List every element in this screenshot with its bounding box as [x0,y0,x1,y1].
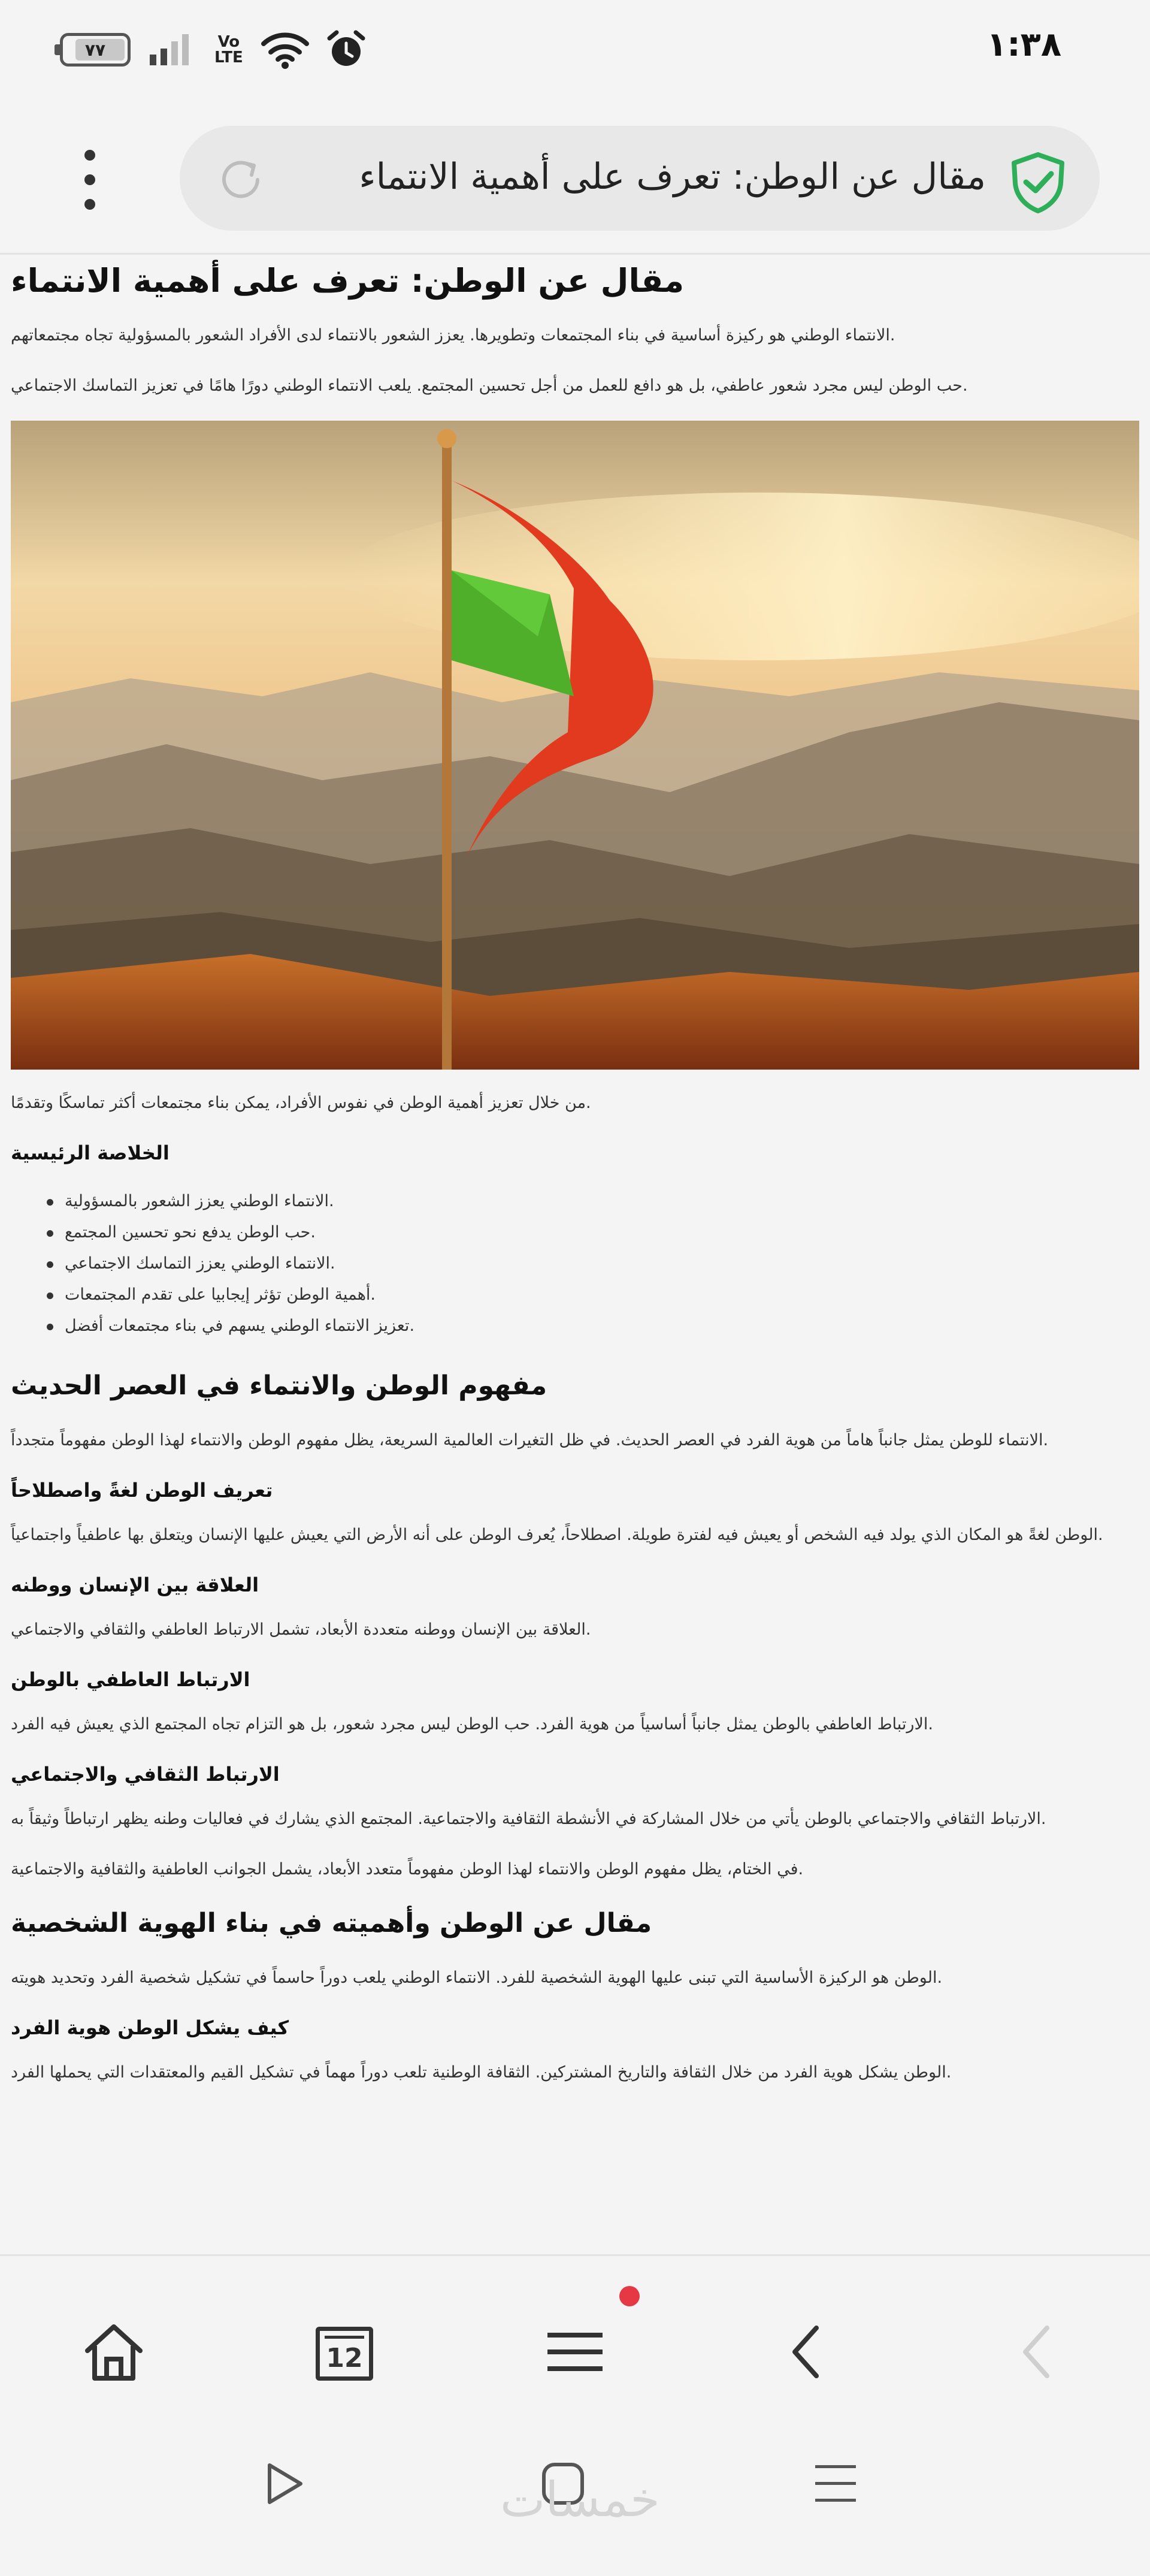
tab-count: 12 [326,2342,363,2373]
watermark: خمسات [500,2472,660,2527]
subheading: الارتباط الثقافي والاجتماعي [11,1763,280,1786]
subheading: كيف يشكل الوطن هوية الفرد [11,2016,289,2039]
three-lines-icon [813,2463,858,2505]
shield-check-icon[interactable] [1009,151,1067,213]
chevron-left-icon [788,2322,824,2382]
subheading: الارتباط العاطفي بالوطن [11,1668,250,1691]
forward-button[interactable] [1000,2316,1072,2388]
status-bar [0,0,1150,102]
paragraph: .الانتماء الوطني هو ركيزة أساسية في بناء المجتمعات وتطويرها. يعزز الشعور بالانتماء لدى الأفراد الشعور بالمسؤولية تجاه مجتمعاتهم [11,326,895,345]
tabs-icon [316,2327,373,2381]
volte-indicator: Vo LTE [214,33,243,67]
paragraph: .حب الوطن ليس مجرد شعور عاطفي، بل هو دافع للعمل من أجل تحسين المجتمع. يلعب الانتماء الوطني دورًا هامًا في تعزيز التماسك الاجتماعي [11,376,968,395]
page-title: مقال عن الوطن: تعرف على أهمية الانتماء [11,262,685,300]
reload-icon[interactable] [216,155,266,205]
list-item: .الانتماء الوطني يعزز التماسك الاجتماعي [11,1248,1139,1279]
paragraph: .العلاقة بين الإنسان ووطنه متعددة الأبعاد، تشمل الارتباط العاطفي والثقافي والاجتماعي [11,1620,591,1639]
home-button[interactable] [78,2316,150,2388]
list-item: .الانتماء الوطني يعزز الشعور بالمسؤولية [11,1186,1139,1217]
paragraph: .من خلال تعزيز أهمية الوطن في نفوس الأفراد، يمكن بناء مجتمعات أكثر تماسكًا وتقدمًا [11,1094,591,1112]
hamburger-icon [545,2328,605,2376]
list-item: .حب الوطن يدفع نحو تحسين المجتمع [11,1217,1139,1248]
battery-icon [60,33,131,67]
summary-heading: الخلاصة الرئيسية [11,1141,170,1164]
subheading: تعريف الوطن لغةً واصطلاحاً [11,1479,273,1502]
address-bar[interactable] [180,126,1100,231]
page-title-in-url[interactable]: مقال عن الوطن: تعرف على أهمية الانتماء [359,156,986,198]
menu-button[interactable] [539,2316,611,2388]
back-button[interactable] [770,2316,842,2388]
notification-dot [619,2286,640,2306]
chevron-left-disabled-icon [1018,2322,1054,2382]
signal-icon [149,33,196,67]
paragraph: .الارتباط العاطفي بالوطن يمثل جانباً أساسياً من هوية الفرد. حب الوطن ليس مجرد شعور، بل هو التزام تجاه المجتمع الذي يعيش فيه الفرد [11,1715,933,1734]
wifi-icon [261,31,309,69]
tabs-button[interactable] [308,2316,380,2388]
system-back-button[interactable] [255,2454,314,2514]
hero-image-flag [11,421,1139,1070]
list-item: .تعزيز الانتماء الوطني يسهم في بناء مجتمعات أفضل [11,1310,1139,1342]
article [11,255,1139,2111]
paragraph: .الوطن لغةً هو المكان الذي يولد فيه الشخص أو يعيش فيه لفترة طويلة. اصطلاحاً، يُعرف الوطن على أنه الأرض التي يعيش عليها الإنسان ويتعلق بها عاطفياً واجتماعياً [11,1526,1103,1544]
overflow-menu-icon[interactable] [78,150,102,210]
paragraph: .الانتماء للوطن يمثل جانباً هاماً من هوية الفرد في العصر الحديث. في ظل التغيرات العالمية السريعة، يظل مفهوم الوطن والانتماء لهذا الوطن مفهوماً متجدداً [11,1431,1049,1449]
home-icon [83,2322,145,2382]
list-item: .أهمية الوطن تؤثر إيجابيا على تقدم المجتمعات [11,1279,1139,1310]
play-triangle-icon [264,2462,305,2506]
paragraph: .الوطن يشكل هوية الفرد من خلال الثقافة والتاريخ المشتركين. الثقافة الوطنية تلعب دوراً مهماً في تشكيل القيم والمعتقدات التي يحملها الفرد [11,2063,952,2082]
paragraph: .الارتباط الثقافي والاجتماعي بالوطن يأتي من خلال المشاركة في الأنشطة الثقافية والاجتماعية. المجتمع الذي يشارك في فعاليات وطنه يظهر ارتباطاً وثيقاً به [11,1810,1046,1828]
bottom-navigation [0,2254,1150,2576]
status-icons [60,29,365,71]
browser-toolbar [0,102,1150,255]
summary-list [11,1186,1139,1342]
battery-level: ٧٧ [84,40,106,60]
section-heading: مقال عن الوطن وأهميته في بناء الهوية الشخصية [11,1908,652,1938]
clock: ١:٣٨ [986,25,1061,64]
alarm-icon [327,30,365,70]
system-recents-button[interactable] [806,2454,865,2514]
subheading: العلاقة بين الإنسان ووطنه [11,1574,259,1596]
paragraph: .الوطن هو الركيزة الأساسية التي تبنى عليها الهوية الشخصية للفرد. الانتماء الوطني يلعب دوراً حاسماً في تشكيل شخصية الفرد وتحديد هويته [11,1968,943,1987]
paragraph: .في الختام، يظل مفهوم الوطن والانتماء لهذا الوطن مفهوماً متعدد الأبعاد، يشمل الجوانب العاطفية والثقافية والاجتماعية [11,1860,804,1879]
section-heading: مفهوم الوطن والانتماء في العصر الحديث [11,1370,547,1401]
